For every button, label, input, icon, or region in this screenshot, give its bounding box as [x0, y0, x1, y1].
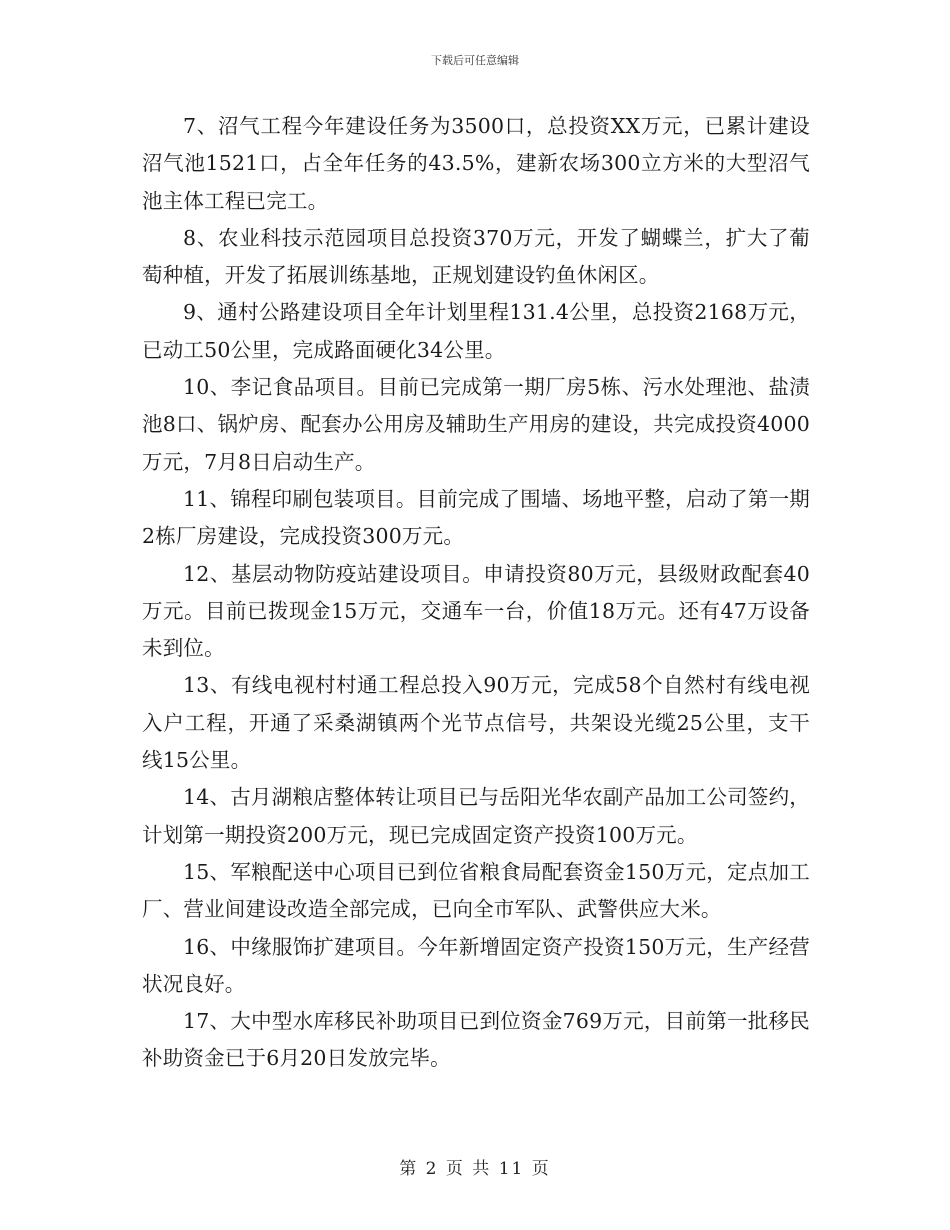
page-header: 下载后可任意编辑: [431, 54, 519, 67]
paragraph-13: 13、有线电视村村通工程总投入90万元，完成58个自然村有线电视入户工程，开通了采桑湖镇两个光节点信号，共架设光缆25公里，支干线15公里。: [142, 673, 810, 773]
paragraph-7: 7、沼气工程今年建设任务为3500口，总投资XX万元，已累计建设沼气池1521口，占全年任务的43.5%，建新农场300立方米的大型沼气池主体工程已完工。: [142, 114, 810, 213]
page-number: 第 2 页 共 11 页: [399, 1159, 551, 1179]
paragraph-11: 11、锦程印刷包装项目。目前完成了围墙、场地平整，启动了第一期2栋厂房建设，完成投资300万元。: [142, 486, 810, 549]
paragraph-15: 15、军粮配送中心项目已到位省粮食局配套资金150万元，定点加工厂、营业间建设改造全部完成，已向全市军队、武警供应大米。: [142, 859, 810, 922]
paragraph-9: 9、通村公路建设项目全年计划里程131.4公里，总投资2168万元，已动工50公里，完成路面硬化34公里。: [142, 300, 810, 362]
paragraph-10: 10、李记食品项目。目前已完成第一期厂房5栋、污水处理池、盐渍池8口、锅炉房、配套办公用房及辅助生产用房的建设，共完成投资4000万元，7月8日启动生产。: [142, 375, 810, 474]
paragraph-8: 8、农业科技示范园项目总投资370万元，开发了蝴蝶兰，扩大了葡萄种植，开发了拓展训练基地，正规划建设钓鱼休闲区。: [142, 225, 810, 288]
paragraph-16: 16、中缘服饰扩建项目。今年新增固定资产投资150万元，生产经营状况良好。: [142, 934, 810, 996]
paragraph-17: 17、大中型水库移民补助项目已到位资金769万元，目前第一批移民补助资金已于6月20日发放完毕。: [142, 1009, 810, 1071]
document-body: [142, 108, 810, 1078]
paragraph-14: 14、古月湖粮店整体转让项目已与岳阳光华农副产品加工公司签约，计划第一期投资200万元，现已完成固定资产投资100万元。: [142, 785, 810, 847]
paragraph-12: 12、基层动物防疫站建设项目。申请投资80万元，县级财政配套40万元。目前已拨现金15万元，交通车一台，价值18万元。还有47万设备未到位。: [142, 561, 810, 661]
